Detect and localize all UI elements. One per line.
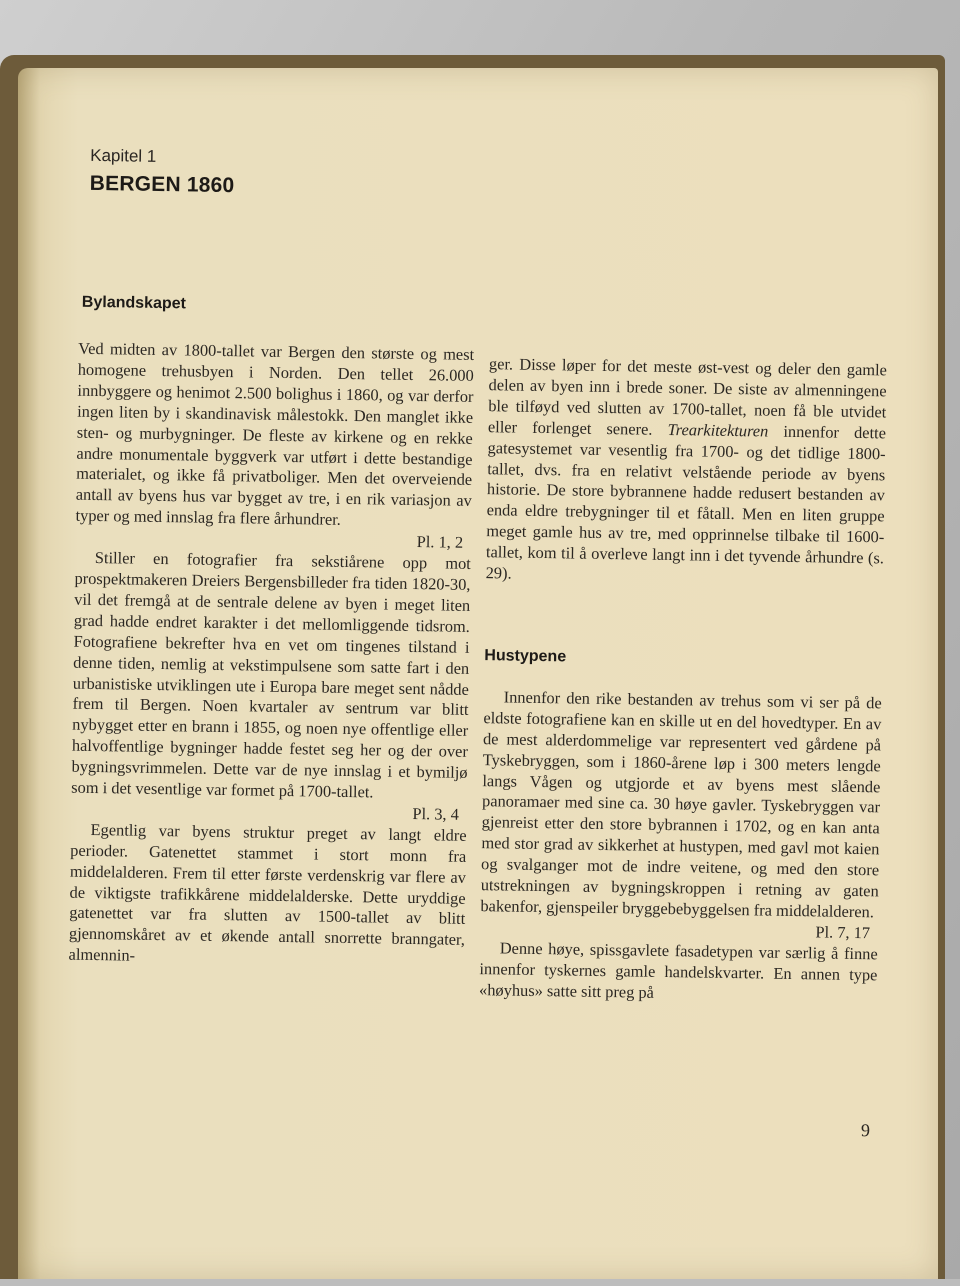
paragraph-text: innenfor dette gatesystemet var vesentlig fra 1700- og det tidlige 1800-tallet, dvs. fra en relativt velstående periode av byens historie. De store bybrannene hadde redusert bestanden av enda eldre trebygninger til et fåtall. Men en liten gruppe meget gamle hus av tre, med opprinnelse tilbake til 1600-tallet, kom til å overleve langt inn i det tyvende århundre (s. 29). (485, 421, 887, 583)
chapter-title: BERGEN 1860 (89, 171, 235, 198)
paragraph: Egentlig var byens struktur preget av langt eldre perioder. Gatenettet stammet i stort monn fra middelalderen. Frem til etter første verdenskrig var flere av de viktigste trafikkårene middelalderske. Dette uryddige gatenettet var fra slutten av 1500-tallet av blitt gjennomskåret av et økende antall snorrette branngater, almennin- (68, 819, 467, 965)
right-column (479, 354, 887, 1007)
section-heading-bylandskapet: Bylandskapet (81, 293, 187, 313)
plate-reference: Pl. 1, 2 (416, 532, 464, 552)
book-page (18, 68, 938, 1279)
left-column (68, 339, 474, 972)
paragraph: Ved midten av 1800-tallet var Bergen den største og mest homogene trehusbyen i Norden. Den tellet 26.000 innbyggere og henimot 2.500 bolighus i 1860, og var derfor ingen liten by i skandinavisk målestokk. Den manglet ikke sten- og murbygninger. De fleste av kirkene og en rekke andre monumentale byggverk var utført i dette bestandige materialet, og ikke få privatboliger. Men det overveiende antall av byens hus var bygget av tre, i en rik variasjon av typer og med innslag fra flere århundrer. (75, 338, 475, 530)
paragraph: Denne høye, spissgavlete fasadetypen var særlig å finne innenfor tyskernes gamle handelskvarter. En annen type «høyhus» satte sitt preg på (478, 938, 878, 1002)
chapter-label: Kapitel 1 (90, 145, 157, 166)
page-number: 9 (860, 1120, 871, 1141)
plate-reference: Pl. 7, 17 (815, 922, 871, 943)
plate-reference: Pl. 3, 4 (412, 803, 460, 824)
paragraph-text: ger. Disse løper for det meste øst-vest og deler den gamle delen av byen inn i brede soner. De siste av almenningene ble tilføyd ved slutten av 1700-tallet, noen få ble utvidet eller forlenget senere. (487, 354, 888, 439)
paragraph: Innenfor den rike bestanden av trehus som vi ser på de eldste fotografiene kan en skille ut en del hovedtyper. En av de mest alderdommelige var representert ved gårdene på Tyskebryggen, som i 1860-årene løp i 300 meters lengde langs Vågen og utgjorde et av byens mest slående panoramaer med sine ca. 30 høye gavler. Tyskebryggen var gjenreist etter den store bybrannen i 1702, og en kan anta med stor grad av sikkerhet at hustypen, med gavl mot kaien og svalganger mot de indre veitene, og med den store utstrekningen av bygningskroppen i retning av gaten bakenfor, gjenspeiler bryggebebyggelsen fra middelalderen. (480, 687, 882, 922)
italic-term: Trearkitekturen (667, 419, 769, 441)
paragraph (486, 354, 888, 590)
page-text-area (7, 61, 946, 1286)
paragraph: Stiller en fotografier fra sekstiårene opp mot prospektmakeren Dreiers Bergensbilleder fra tiden 1820-30, vil det fremgå at de sentrale delene av byen i meget liten grad hadde endret karakter i det mellomliggende tidsrom. Fotografiene bekrefter hva en vet om tingenes tilstand i denne tiden, nemlig at vekstimpulsene som satte fart i den urbanistiske utviklingen ute i Europa bare meget sent nådde frem til Bergen. Noen kvartaler av sentrum var blitt nybygget etter en brann i 1855, og noen nye offentlige eller halvoffentlige bygninger hadde festet seg her og der over bygningsvrimmelen. Dette var de nye innslag i et bymiljø som i det vesentlige var formet på 1700-tallet. (71, 548, 471, 802)
section-heading-hustypene: Hustypene (484, 647, 567, 666)
